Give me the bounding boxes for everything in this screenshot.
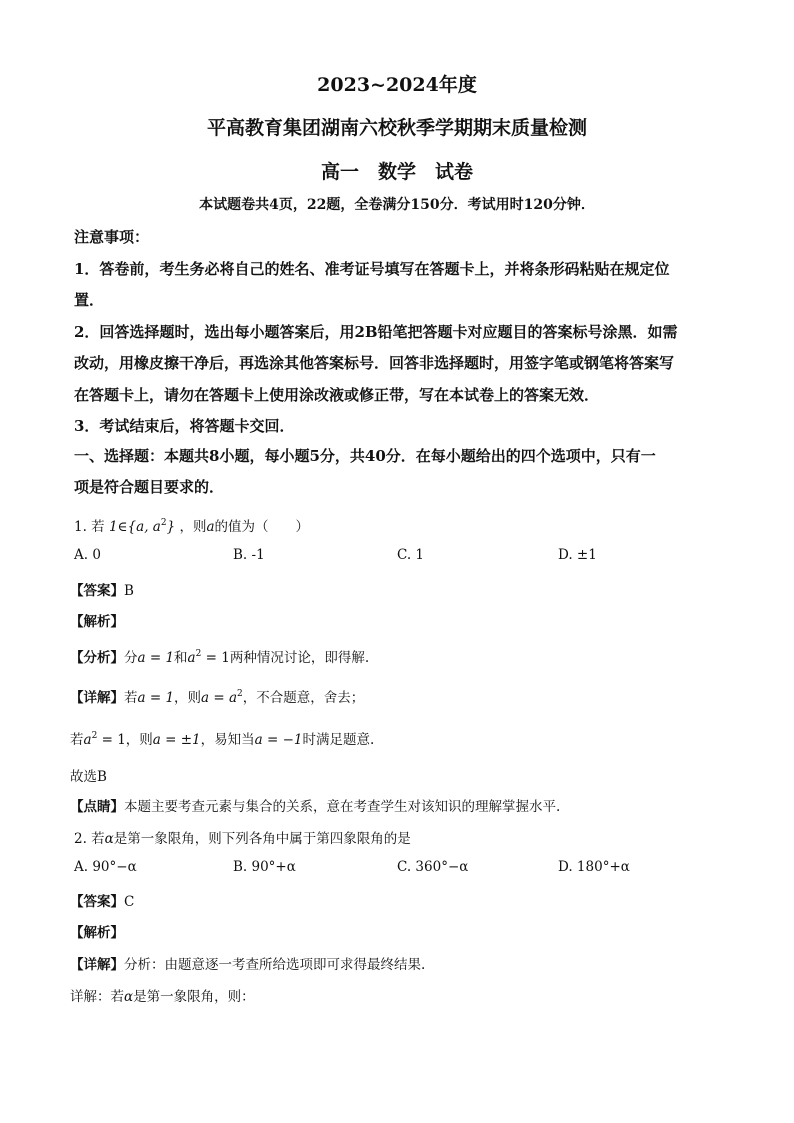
- note-2-line-1: 2．回答选择题时，选出每小题答案后，用2B铅笔把答题卡对应题目的答案标号涂黑．如需: [74, 323, 678, 341]
- exam-info: 本试题卷共4页，22题，全卷满分150分．考试用时120分钟．: [199, 197, 595, 213]
- note-1-line-1: 1．答卷前，考生务必将自己的姓名、准考证号填写在答题卡上，并将条形码粘贴在规定位: [74, 260, 670, 278]
- q2-answer: 【答案】C: [70, 894, 135, 910]
- q2-option-a: A. 90°−α: [74, 859, 137, 875]
- q1-option-b: B. -1: [233, 547, 265, 563]
- section-1-line-1: 一、选择题：本题共8小题，每小题5分，共40分．在每小题给出的四个选项中，只有一: [74, 447, 656, 465]
- q1-prefix: 1. 若: [74, 519, 105, 535]
- q1-option-a: A. 0: [74, 547, 101, 563]
- q2-var: α: [104, 831, 114, 847]
- q1-conclusion: 故选B: [70, 769, 107, 785]
- q2-option-c: C. 360°−α: [397, 859, 469, 875]
- exam-organizer: 平高教育集团湖南六校秋季学期期末质量检测: [206, 117, 587, 139]
- q1-answer-value: B: [124, 583, 134, 599]
- q1-set: 1∈{a, $a^2$}: [108, 518, 176, 535]
- section-1-line-2: 项是符合题目要求的．: [74, 478, 225, 496]
- q1-detail-line-2: 若$a^2 = 1$，则a = ±1，易知当a = −1时满足题意.: [70, 731, 375, 748]
- q1-fenxi: 【分析】分a = 1和$a^2 = 1$两种情况讨论，即得解.: [70, 649, 370, 666]
- q1-detail-line-1: 【详解】若a = 1，则$a = a^2$，不合题意，舍去；: [70, 689, 365, 706]
- q1-stem: [74, 515, 309, 535]
- q1-analysis-tag: 【解析】: [70, 614, 124, 630]
- q1-option-c: C. 1: [397, 547, 425, 563]
- q2-stem: 2. 若α是第一象限角，则下列各角中属于第四象限角的是: [74, 831, 411, 847]
- note-2-line-2: 改动，用橡皮擦干净后，再选涂其他答案标号．回答非选择题时，用签字笔或钢笔将答案写: [74, 354, 675, 372]
- q1-option-d: D. ±1: [558, 547, 597, 563]
- q1-suffix: ，则: [179, 519, 207, 535]
- q1-answer-tag: 【答案】: [70, 583, 124, 599]
- exam-year: 2023~2024年度: [317, 74, 477, 96]
- note-1-line-2: 置．: [74, 291, 105, 309]
- q1-tail: 的值为（ ）: [214, 519, 310, 535]
- notes-title: 注意事项：: [74, 228, 150, 246]
- q2-option-b: B. 90°+α: [233, 859, 296, 875]
- note-3: 3．考试结束后，将答题卡交回．: [74, 417, 295, 435]
- q1-answer: [70, 579, 134, 599]
- q1-var: a: [206, 519, 215, 535]
- q2-detail: 【详解】分析：由题意逐一考查所给选项即可求得最终结果.: [70, 957, 426, 973]
- note-2-line-3: 在答题卡上，请勿在答题卡上使用涂改液或修正带，写在本试卷上的答案无效．: [74, 386, 600, 404]
- exam-subject: 高一 数学 试卷: [320, 161, 473, 183]
- q2-option-d: D. 180°+α: [558, 859, 630, 875]
- q2-analysis-tag: 【解析】: [70, 925, 124, 941]
- q1-comment: 【点睛】本题主要考查元素与集合的关系，意在考查学生对该知识的理解掌握水平.: [70, 799, 561, 815]
- q2-detail-line: 详解：若α是第一象限角，则：: [70, 989, 255, 1005]
